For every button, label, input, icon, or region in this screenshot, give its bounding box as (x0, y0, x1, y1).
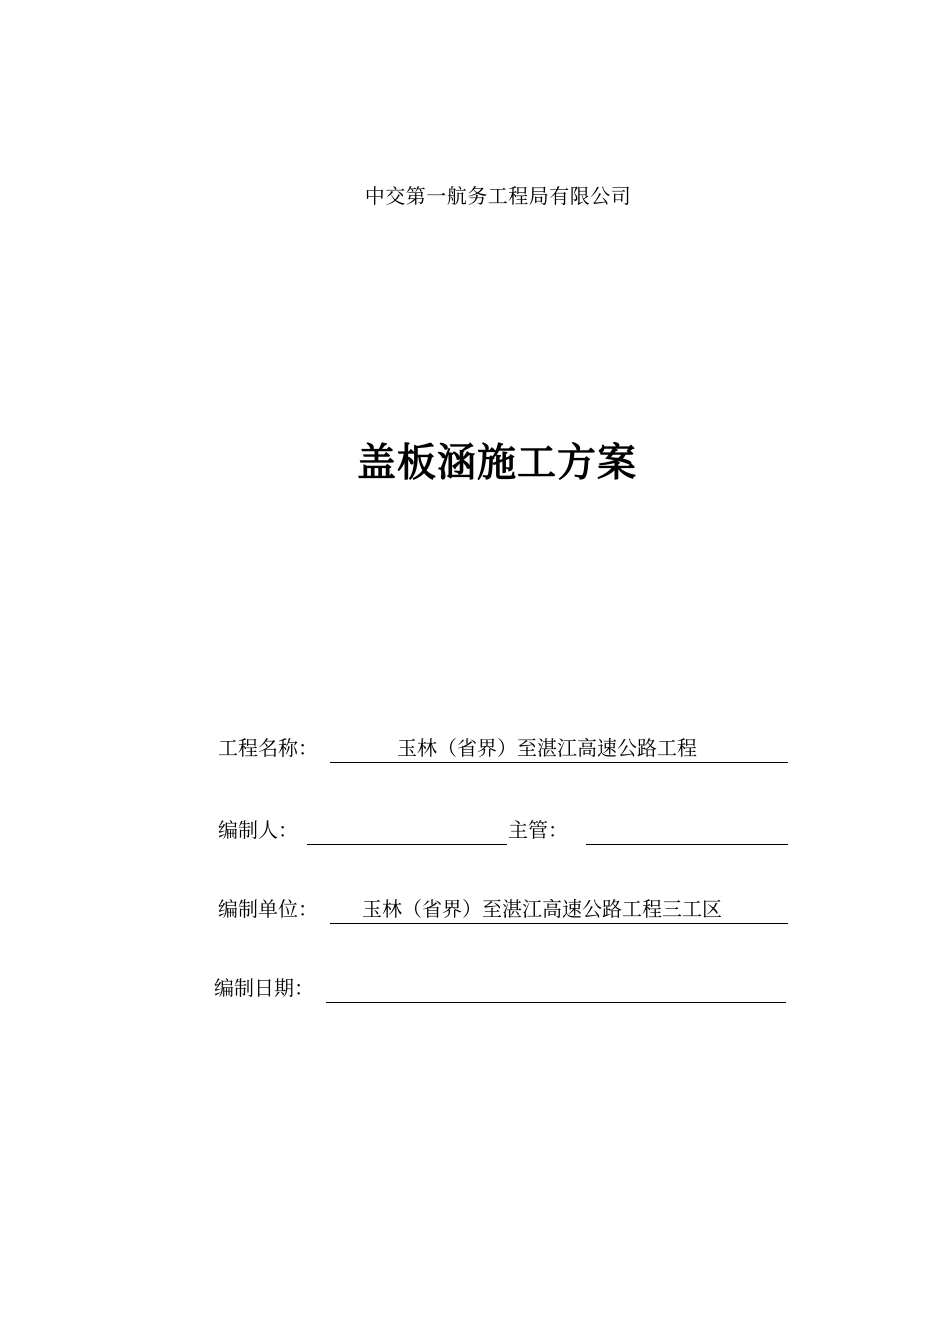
compiler-field (307, 815, 507, 845)
project-name-value: 玉林（省界）至湛江高速公路工程 (397, 736, 697, 760)
compiling-unit-label: 编制单位： (218, 897, 318, 921)
supervisor-field (586, 815, 788, 845)
compiling-unit-value: 玉林（省界）至湛江高速公路工程三工区 (362, 897, 722, 921)
company-name: 中交第一航务工程局有限公司 (364, 184, 632, 208)
project-name-label: 工程名称： (218, 736, 318, 760)
compile-date-label: 编制日期： (214, 976, 314, 1000)
compiling-unit-row (218, 894, 788, 924)
compile-date-row (214, 973, 786, 1003)
compiler-row (218, 815, 788, 845)
compiling-unit-field (330, 894, 788, 924)
project-name-field (330, 733, 788, 763)
compile-date-field (326, 973, 786, 1003)
supervisor-label: 主管： (508, 818, 568, 842)
project-name-row (218, 733, 788, 763)
document-title: 盖板涵施工方案 (356, 441, 637, 486)
compiler-label: 编制人： (218, 818, 298, 842)
